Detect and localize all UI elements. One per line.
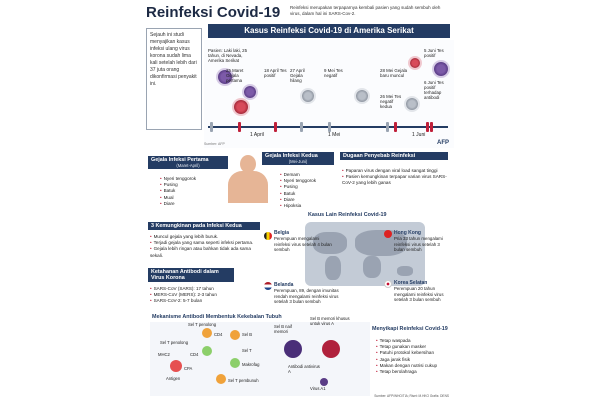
case-country-text: Perempuan, 89, dengan imunitas rendah mengalami reinfeksi virus setelah 3 bulan sembuh [274, 288, 339, 305]
case-belgium [274, 230, 336, 253]
timeline-source: Sumber: AFP [204, 142, 225, 146]
virus-icon [302, 90, 314, 102]
virus-icon [410, 58, 420, 68]
immune-label: MHC2 [158, 352, 170, 357]
cd4-cell [202, 346, 212, 356]
prevent-list [376, 338, 437, 375]
list-item: • Pusing [160, 182, 196, 188]
list-item: • Tetap berolahraga [376, 369, 437, 375]
south-korea-flag-icon [384, 280, 392, 288]
infographic-poster [140, 0, 455, 400]
list-item: • Jaga jarak fisik [376, 357, 437, 363]
second-symptoms-title [262, 152, 334, 165]
memory-b-cell-virus-a [322, 340, 340, 358]
timeline-tick [328, 122, 331, 132]
timeline-event: 28 Mei Gejala baru muncul [380, 68, 408, 78]
timeline-tick [386, 122, 389, 132]
list-item: • Tetap gunakan masker [376, 344, 437, 350]
immune-label: CPA [184, 366, 193, 371]
immune-label: Virus A1 [310, 386, 326, 391]
case-netherlands [274, 282, 344, 305]
timeline-event: 25 Maret Gejala pertama [226, 68, 244, 83]
immune-label: Antigen [166, 376, 181, 381]
possibilities-list [150, 234, 262, 259]
timeline-patient: Pasien: Laki laki, 25 tahun, di Nevada, Amerika Serikat [208, 48, 248, 63]
first-symptoms-period: (Maret-April) [176, 163, 200, 168]
case-hong-kong [394, 230, 450, 253]
t-killer-cell [216, 374, 226, 384]
second-symptoms-list [280, 172, 316, 209]
list-item: • Batuk [280, 191, 316, 197]
second-symptoms-period: (Mei-Juni) [288, 159, 308, 164]
immune-label: Sel T penolong [188, 322, 217, 327]
immune-label: CD4 [214, 332, 223, 337]
list-item: • Batuk [160, 188, 196, 194]
list-item: • Paparan virus dengan viral load sangat tinggi [342, 168, 448, 174]
immune-label: Antibodi antivirus A [288, 364, 320, 374]
immune-label: CD4 [190, 352, 199, 357]
immune-label: Sel B [242, 332, 253, 337]
virus-icon [356, 90, 368, 102]
timeline-event: 27 April Gejala hilang [290, 68, 305, 83]
first-symptoms-list [160, 176, 196, 207]
list-item: • Mual [160, 195, 196, 201]
causes-title: Dugaan Penyebab Reinfeksi [340, 152, 448, 160]
list-item: • Pasien kemungkinan terpapar varian virus SARS-CoV-2 yang lebih ganas [342, 174, 448, 186]
timeline-month: 1 April [250, 132, 264, 138]
virus-icon [434, 62, 448, 76]
list-item: • MERS-CoV (MERS): 2-3 tahun [150, 292, 217, 298]
memory-b-cell [284, 340, 302, 358]
timeline-event: 26 Mei Tes negatif kedua [380, 94, 402, 109]
side-note: Sejauh ini studi menyajikan kasus infeksi ulang virus korona sudah lima kali setelah lebih dari 37 juta orang dikonfirmasi penyakit ini. [146, 28, 202, 130]
timeline [204, 40, 454, 148]
belgium-flag-icon [264, 232, 272, 240]
first-symptoms-title-text: Gejala Infeksi Pertama [151, 157, 209, 163]
map-continent [397, 266, 413, 276]
timeline-month: 1 Juni [412, 132, 426, 138]
macrophage-cell [230, 358, 240, 368]
list-item: • Gejala lebih ringan atau bahkan tidak ada sama sekali. [150, 246, 262, 258]
antibody-list [150, 286, 217, 305]
list-item: • Diare [280, 197, 316, 203]
timeline-tick [430, 122, 433, 132]
map-continent [325, 256, 341, 280]
antibody-title: Ketahanan Antibodi dalam Virus Korona [148, 268, 234, 282]
case-country-name: Hong Kong [394, 230, 421, 236]
causes-list [342, 168, 448, 187]
case-country-name: Belgia [274, 230, 290, 236]
possibilities-title: 3 Kemungkinan pada Infeksi Kedua [148, 222, 260, 230]
b-cell [230, 330, 240, 340]
second-symptoms-title-text: Gejala Infeksi Kedua [265, 153, 318, 159]
virus-a1-icon [320, 378, 328, 386]
virus-icon [244, 86, 256, 98]
case-south-korea [394, 280, 450, 303]
immune-label: Sel B naif memori [274, 324, 292, 334]
list-item: • Nyeri tenggorok [160, 176, 196, 182]
list-item: • Nyeri tenggorok [280, 178, 316, 184]
case-country-name: Belanda [274, 282, 294, 288]
timeline-event: 9 Mei Tes negatif [324, 68, 343, 78]
immune-title: Mekanisme Antibodi Membentuk Kekebalan Tubuh [152, 314, 282, 320]
timeline-tick [238, 122, 241, 132]
netherlands-flag-icon [264, 282, 272, 290]
hong-kong-flag-icon [384, 230, 392, 238]
t-helper-cell [202, 328, 212, 338]
prevent-title: Menyikapi Reinfeksi Covid-19 [372, 326, 448, 332]
immune-label: Makrofag [242, 362, 260, 367]
timeline-tick [426, 122, 429, 132]
list-item: • Patuhi protokol kebersihan [376, 350, 437, 356]
immune-label: Sel T [242, 348, 252, 353]
other-cases-title: Kasus Lain Reinfeksi Covid-19 [308, 212, 387, 218]
timeline-banner: Kasus Reinfeksi Covid-19 di Amerika Serikat [208, 24, 450, 38]
timeline-event: 6 Juni Tes positif terhadap antibodi [424, 80, 444, 100]
case-country-text: Pria 33 tahun mengalami reinfeksi virus setelah 3 bulan sembuh [394, 236, 443, 253]
immune-label: Sel T pembunuh [228, 378, 259, 383]
case-country-text: Perempuan mengalami reinfeksi virus setelah 4 bulan sembuh [274, 236, 332, 253]
antigen-cell [170, 360, 182, 372]
list-item: • Demam [280, 172, 316, 178]
list-item: • Diare [160, 201, 196, 207]
list-item: • Muncul gejala yang lebih buruk. [150, 234, 262, 240]
list-item: • SARS-CoV-2: 5-7 bulan [150, 298, 217, 304]
patient-torso [228, 171, 268, 203]
list-item: • Tetap waspada [376, 338, 437, 344]
case-country-name: Korea Selatan [394, 280, 428, 286]
timeline-tick [274, 122, 277, 132]
timeline-tick [210, 122, 213, 132]
credit-line: Sumber: AFP/WHO/TIA; Riset: M.HKO Grafis: DENS [374, 394, 449, 398]
first-symptoms-title [148, 156, 228, 169]
agency-logo: AFP [437, 140, 449, 146]
immune-label: Sel T penolong [160, 340, 189, 345]
immune-label: Sel B memori khusus untuk virus A [310, 316, 350, 326]
virus-icon [406, 98, 418, 110]
map-continent [363, 256, 381, 278]
page-title: Reinfeksi Covid-19 [146, 4, 281, 21]
list-item: • Pusing [280, 184, 316, 190]
timeline-event: 5 Juni Tes positif [424, 48, 444, 58]
timeline-month: 1 Mei [328, 132, 341, 138]
list-item: • Hipoksia [280, 203, 316, 209]
case-country-text: Perempuan 20 tahun mengalami reinfeksi virus setelah 3 bulan sembuh [394, 286, 444, 303]
list-item: • SARS-CoV (SARS): 17 tahun [150, 286, 217, 292]
virus-icon [234, 100, 248, 114]
intro-text: Reinfeksi merupakan terpaparnya kembali pasien yang sudah sembuh oleh virus, dalam hal ini SARS-Cov-2. [290, 5, 441, 16]
timeline-tick [394, 122, 397, 132]
timeline-event: 18 April Tes positif [264, 68, 287, 78]
list-item: • Terjadi gejala yang sama seperti infeksi pertama. [150, 240, 262, 246]
list-item: • Makan dengan nutrisi cukup [376, 363, 437, 369]
timeline-tick [300, 122, 303, 132]
